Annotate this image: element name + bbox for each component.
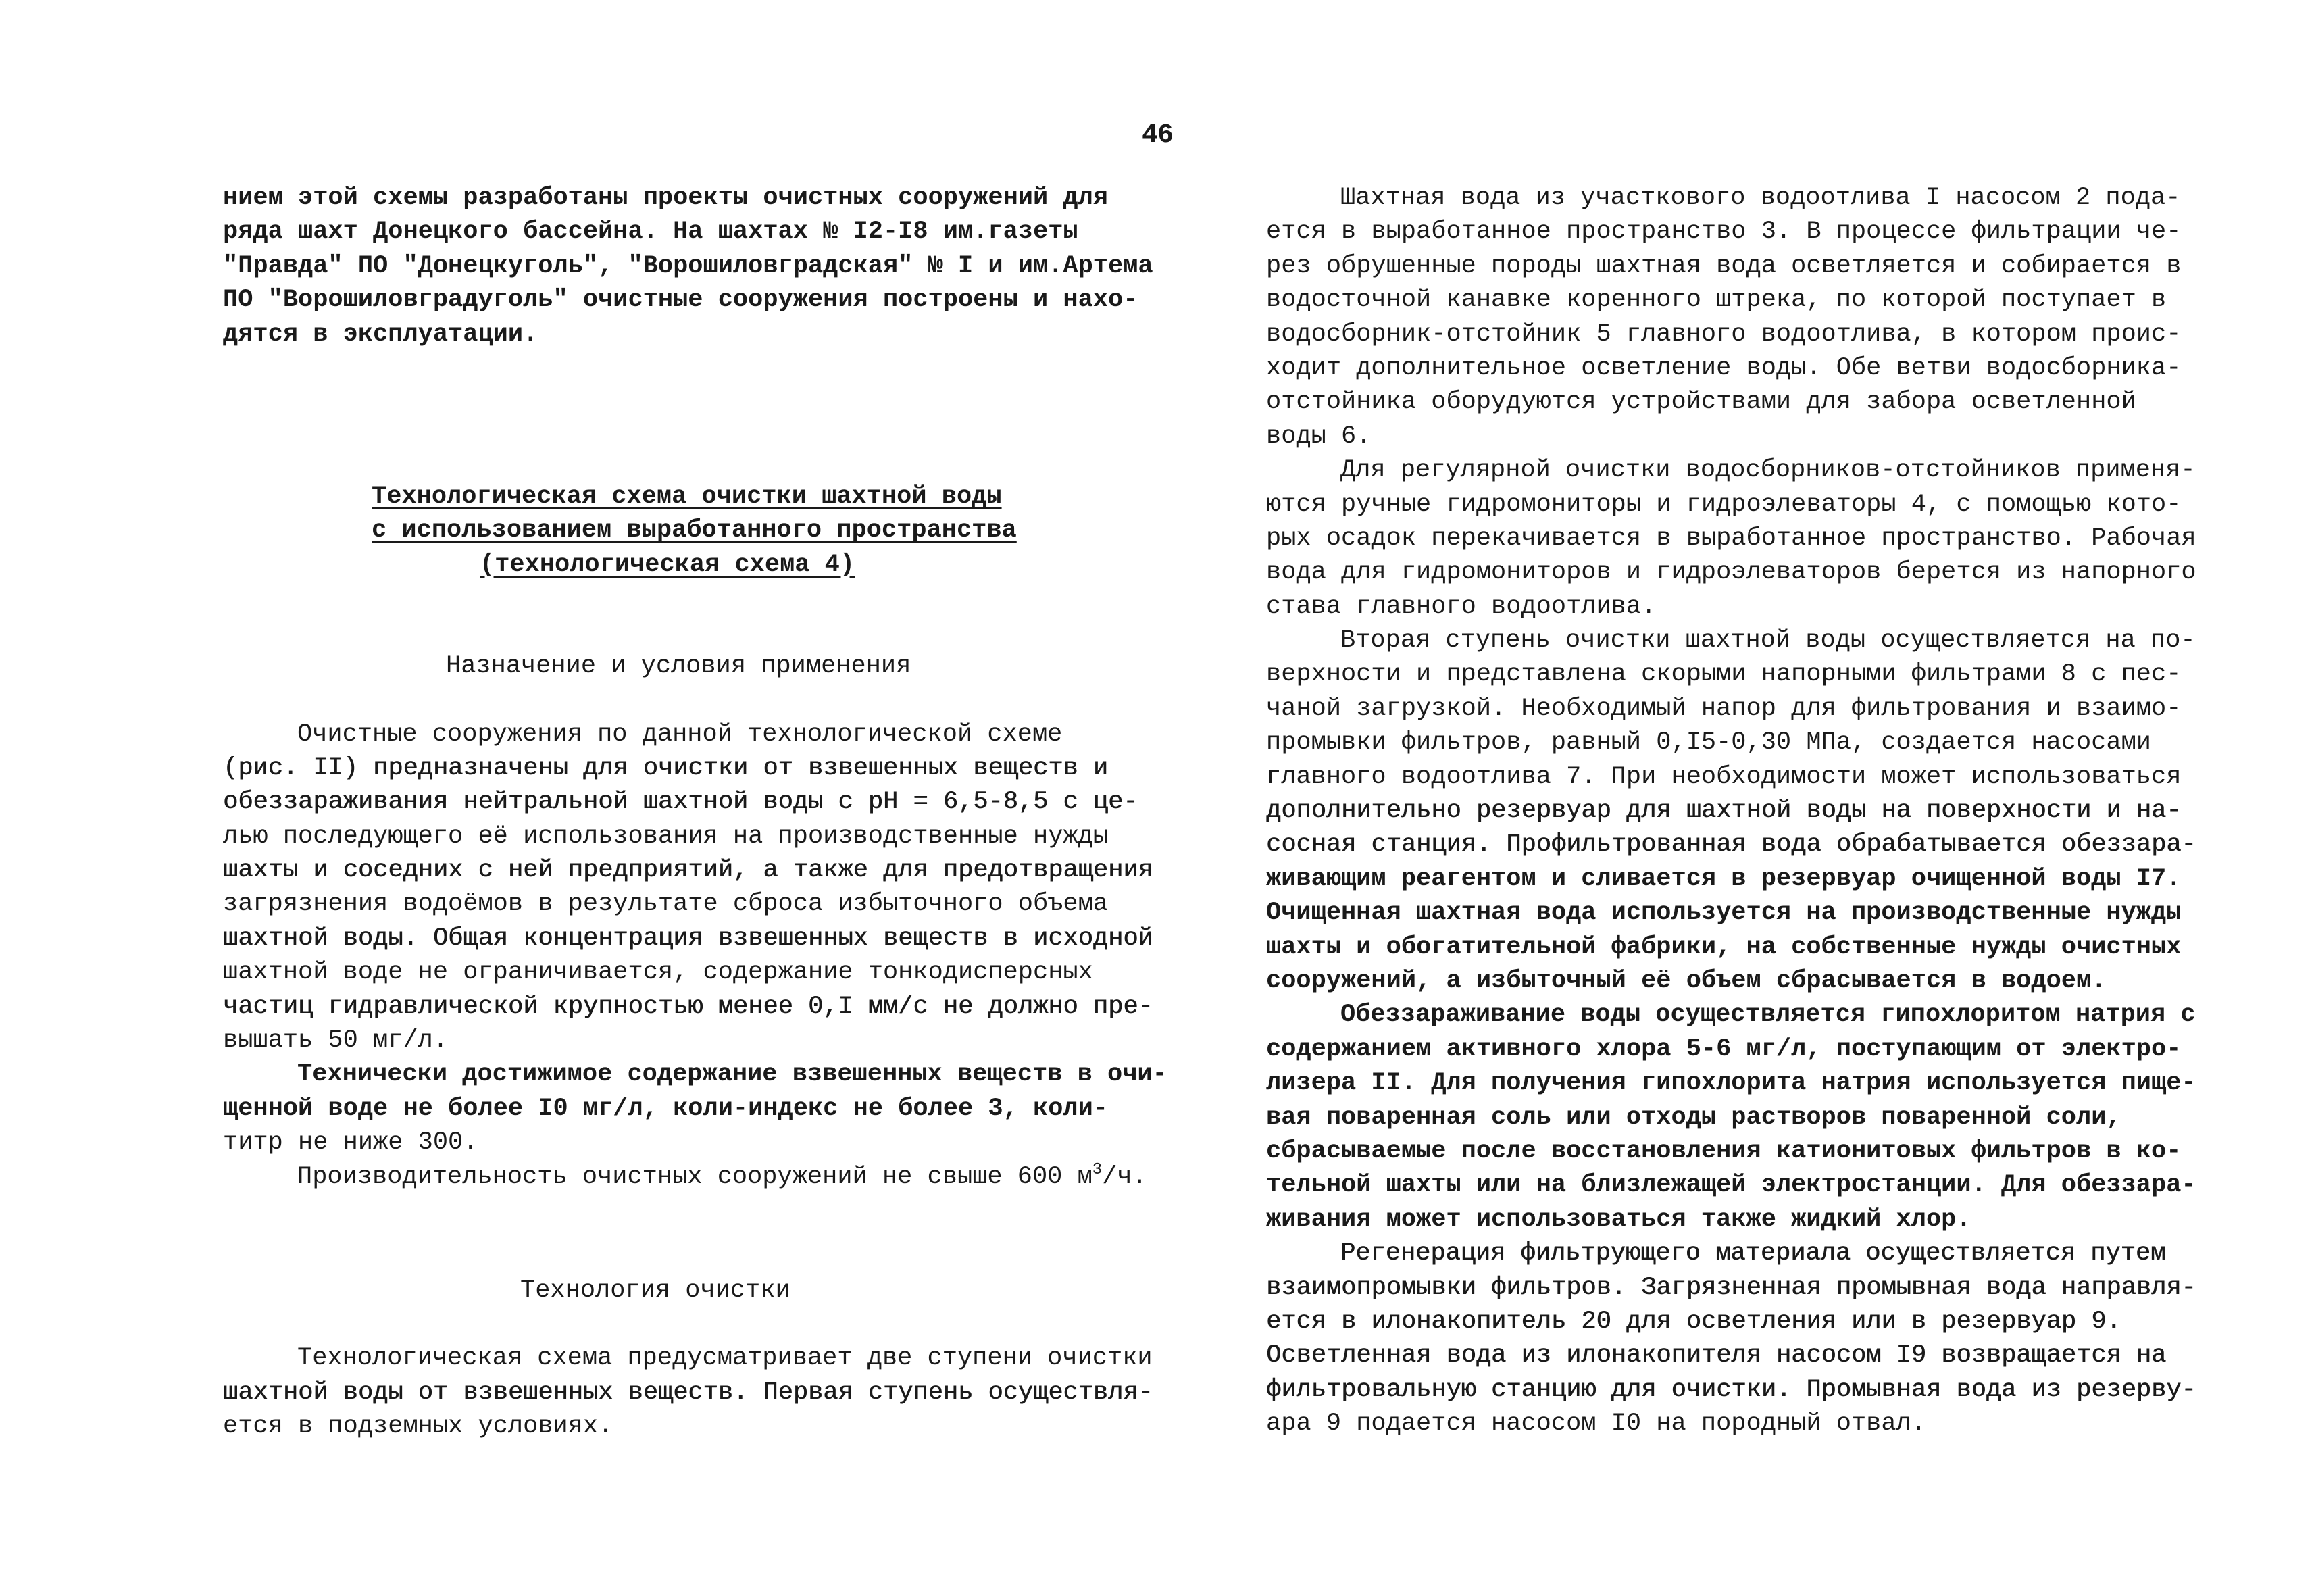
title-line: Технологическая схема очистки шахтной воды — [372, 482, 1002, 511]
text-line: сооружений, а избыточный её объем сбрасывается в водоем. — [1266, 966, 2107, 995]
text-line: вышать 50 мг/л. — [223, 1026, 449, 1055]
text-line: сосная станция. Профильтрованная вода обрабатывается обеззара- — [1266, 830, 2196, 859]
text-line: главного водоотлива 7. При необходимости может использоваться — [1266, 762, 2182, 791]
intro-paragraph — [223, 181, 1153, 351]
text-line: вода для гидромониторов и гидроэлеваторов берется из напорного — [1266, 558, 2196, 587]
text-line: ряда шахт Донецкого бассейна. На шахтах № I2-I8 им.газеты — [223, 218, 1078, 247]
text-line: рых осадок перекачивается в выработанное пространство. Рабочая — [1266, 524, 2196, 553]
section-heading-technology: Технология очистки — [520, 1276, 790, 1305]
text-line: сбрасываемые после восстановления катионитовых фильтров в ко- — [1266, 1137, 2182, 1166]
first-stage-paragraph — [1266, 181, 2182, 453]
text-line: чаной загрузкой. Необходимый напор для фильтрования и взаимо- — [1266, 694, 2182, 723]
text-line: шахтной воды от взвешенных веществ. Первая ступень осуществля- — [223, 1378, 1153, 1407]
text-line: частиц гидравлической крупностью менее 0,I мм/с не должно пре- — [223, 992, 1153, 1021]
text-line: Вторая ступень очистки шахтной воды осуществляется на по- — [1340, 626, 2196, 655]
right-column — [1266, 181, 2196, 1441]
text-line: дятся в эксплуатации. — [223, 320, 538, 349]
text-line: водосточной канавке коренного штрека, по которой поступает в — [1266, 286, 2167, 315]
text-line: "Правда" ПО "Донецкуголь", "Ворошиловградская" № I и им.Артема — [223, 251, 1153, 280]
text-line: водосборник-отстойник 5 главного водоотлива, в котором проис- — [1266, 320, 2182, 349]
text-line: верхности и представлена скорыми напорными фильтрами 8 с пес- — [1266, 660, 2182, 689]
text-line: шахтной воды. Общая концентрация взвешенных веществ в исходной — [223, 924, 1153, 953]
text-line: лью последующего её использования на производственные нужды — [223, 822, 1109, 851]
text-line: ется в илонакопитель 20 для осветления или в резервуар 9. — [1266, 1307, 2121, 1336]
text-line: шахты и обогатительной фабрики, на собственные нужды очистных — [1266, 932, 2182, 962]
document-title — [223, 480, 1095, 582]
text-line: отстойника оборудуются устройствами для забора осветленной — [1266, 388, 2136, 417]
text-line: фильтровальную станцию для очистки. Промывная вода из резерву- — [1266, 1375, 2196, 1404]
disinfection-paragraph — [1266, 998, 2196, 1237]
text-line: ется в выработанное пространство 3. В процессе фильтрации че- — [1266, 218, 2182, 247]
text-line: загрязнения водоёмов в результате сброса избыточного объема — [223, 890, 1109, 919]
regeneration-paragraph — [1266, 1237, 2196, 1441]
text-line: нием этой схемы разработаны проекты очистных сооружений для — [223, 184, 1109, 212]
capacity-unit: /ч. — [1102, 1162, 1147, 1191]
page-number: 46 — [1142, 120, 1174, 151]
text-line: Обеззараживание воды осуществляется гипохлоритом натрия с — [1340, 1001, 2196, 1030]
text-line: Регенерация фильтрующего материала осуществляется путем — [1340, 1239, 2166, 1268]
left-column — [223, 181, 1167, 1444]
title-line: (технологическая схема 4) — [480, 550, 855, 579]
text-line: Для регулярной очистки водосборников-отстойников применя- — [1340, 456, 2196, 485]
text-line: става главного водоотлива. — [1266, 592, 1657, 621]
text-line: ара 9 подается насосом I0 на породный отвал. — [1266, 1410, 1926, 1439]
capacity-text: Производительность очистных сооружений не свыше 600 м — [297, 1162, 1092, 1191]
text-line: Осветленная вода из илонакопителя насосом I9 возвращается на — [1266, 1341, 2167, 1370]
text-line: содержанием активного хлора 5-6 мг/л, поступающим от электро- — [1266, 1034, 2182, 1064]
text-line: обеззараживания нейтральной шахтной воды с рН = 6,5-8,5 с це- — [223, 788, 1138, 817]
text-line: Технически достижимое содержание взвешенных веществ в очи- — [297, 1060, 1167, 1089]
quality-paragraph — [223, 1057, 1167, 1159]
text-line: ются ручные гидромониторы и гидроэлеваторы 4, с помощью кото- — [1266, 490, 2182, 519]
technology-paragraph — [223, 1341, 1153, 1443]
text-line: Очистные сооружения по данной технологической схеме — [297, 720, 1063, 749]
capacity-paragraph — [223, 1160, 1147, 1194]
text-line: лизера II. Для получения гипохлорита натрия используется пище- — [1266, 1069, 2196, 1098]
text-line: шахтной воде не ограничивается, содержание тонкодисперсных — [223, 958, 1093, 987]
text-line: титр не ниже 300. — [223, 1128, 478, 1157]
text-line: живания может использоваться также жидкий хлор. — [1266, 1205, 1971, 1234]
second-stage-paragraph — [1266, 624, 2196, 998]
capacity-superscript: 3 — [1092, 1160, 1103, 1179]
text-line: живающим реагентом и сливается в резервуар очищенной воды I7. — [1266, 864, 2182, 893]
text-line: тельной шахты или на близлежащей электростанции. Для обеззара- — [1266, 1171, 2196, 1200]
text-line: промывки фильтров, равный 0,I5-0,30 МПа, создается насосами — [1266, 728, 2152, 757]
text-line: дополнительно резервуар для шахтной воды на поверхности и на- — [1266, 797, 2182, 826]
section-heading-purpose: Назначение и условия применения — [446, 652, 911, 681]
text-line: ходит дополнительное осветление воды. Обе ветви водосборника- — [1266, 353, 2182, 382]
text-line: Очищенная шахтная вода используется на производственные нужды — [1266, 899, 2182, 928]
text-line: Шахтная вода из участкового водоотлива I насосом 2 пода- — [1340, 184, 2181, 212]
text-line: рез обрушенные породы шахтная вода осветляется и собирается в — [1266, 251, 2182, 280]
text-line: (рис. II) предназначены для очистки от взвешенных веществ и — [223, 753, 1109, 782]
text-line: вая поваренная соль или отходы растворов поваренной соли, — [1266, 1103, 2121, 1132]
cleaning-paragraph — [1266, 453, 2196, 624]
title-line: с использованием выработанного пространства — [372, 516, 1017, 545]
purpose-paragraph — [223, 718, 1153, 1058]
text-line: шахты и соседних с ней предприятий, а также для предотвращения — [223, 856, 1153, 885]
text-line: ПО "Ворошиловградуголь" очистные сооружения построены и нахо- — [223, 286, 1138, 315]
text-line: щенной воде не более I0 мг/л, коли-индекс не более 3, коли- — [223, 1094, 1109, 1123]
text-line: воды 6. — [1266, 422, 1372, 451]
text-line: Технологическая схема предусматривает две ступени очистки — [297, 1344, 1153, 1373]
text-line: ется в подземных условиях. — [223, 1412, 613, 1441]
text-line: взаимопромывки фильтров. Загрязненная промывная вода направля- — [1266, 1273, 2196, 1302]
